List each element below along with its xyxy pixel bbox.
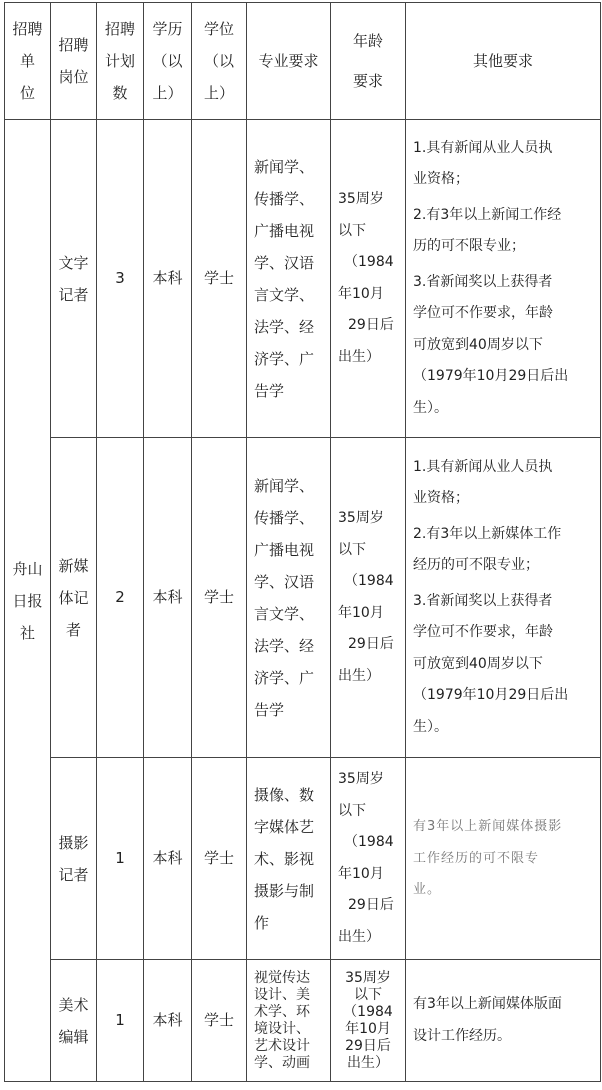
requirement-line: 工作经历的可不限专 xyxy=(413,850,540,866)
age-line: 29日后 xyxy=(348,636,394,652)
degree-cell: 学士 xyxy=(192,438,247,758)
major-cell xyxy=(247,758,331,960)
header-age xyxy=(331,3,406,120)
age-line: 年10月 xyxy=(338,604,384,621)
table-row xyxy=(5,120,601,438)
header-major-text: 专业要求 xyxy=(258,52,319,70)
requirement-line: 可放宽到40周岁以下 xyxy=(413,655,543,672)
header-age-line: 年龄 xyxy=(352,32,383,50)
major-line: 视觉传达 xyxy=(254,969,310,986)
position-line: 记者 xyxy=(58,285,89,304)
major-line: 传播学、 xyxy=(254,508,315,527)
major-line: 字媒体艺 xyxy=(254,817,315,836)
header-count-line: 数 xyxy=(112,84,128,102)
position-line: 记者 xyxy=(58,865,89,884)
header-education-line: 学历 xyxy=(152,20,183,38)
header-degree-line: 学位 xyxy=(203,20,234,38)
major-line: 广播电视 xyxy=(254,540,315,559)
major-line: 言文学、 xyxy=(254,285,315,304)
age-line: 29日后 xyxy=(348,897,394,913)
age-line: 以下 xyxy=(354,986,382,1003)
major-line: 艺术设计 xyxy=(254,1037,310,1054)
recruitment-table xyxy=(4,2,601,1082)
education-cell: 本科 xyxy=(144,960,192,1082)
age-line: 35周岁 xyxy=(345,969,391,986)
other-requirements-cell xyxy=(406,438,601,758)
requirement-line: 2.有3年以上新闻工作经 xyxy=(413,206,562,223)
degree-cell: 学士 xyxy=(192,960,247,1082)
requirement-line: 有3年以上新闻媒体版面 xyxy=(413,996,562,1012)
major-line: 术、影视 xyxy=(254,849,315,868)
header-degree xyxy=(192,3,247,120)
age-line: 年10月 xyxy=(338,285,384,302)
header-degree-line: （以 xyxy=(203,52,234,70)
major-line: 境设计、 xyxy=(254,1020,310,1037)
requirement-item xyxy=(413,452,596,515)
header-position-line: 岗位 xyxy=(58,68,89,86)
requirement-line: 学位可不作要求，年龄 xyxy=(413,305,553,322)
major-line: 术学、环 xyxy=(254,1003,310,1020)
header-count-line: 招聘 xyxy=(104,20,135,38)
header-count-line: 计划 xyxy=(104,52,135,70)
count-cell: 3 xyxy=(97,120,144,438)
age-line: 以下 xyxy=(338,222,366,239)
age-line: （1984 xyxy=(343,1003,393,1020)
header-other xyxy=(406,3,601,120)
requirement-line: 业资格； xyxy=(413,490,469,507)
age-line: 35周岁 xyxy=(338,191,384,207)
major-line: 法学、经 xyxy=(254,317,315,336)
unit-name-line: 日报 xyxy=(12,591,43,610)
age-line: 年10月 xyxy=(345,1020,391,1037)
position-line: 摄影 xyxy=(58,833,89,852)
major-line: 学、汉语 xyxy=(254,253,315,272)
requirement-line: （1979年10月29日后出 xyxy=(413,368,569,385)
header-education-line: （以 xyxy=(152,52,183,70)
header-row xyxy=(5,3,601,120)
other-requirements-cell xyxy=(406,960,601,1082)
major-line: 传播学、 xyxy=(254,189,315,208)
unit-name-line: 舟山 xyxy=(12,559,43,578)
age-line: 出生） xyxy=(338,928,380,945)
position-line: 新媒 xyxy=(58,556,89,575)
header-unit-line: 单 xyxy=(19,52,35,70)
table-row xyxy=(5,960,601,1082)
position-line: 者 xyxy=(65,620,81,639)
major-line: 学、汉语 xyxy=(254,572,315,591)
major-cell xyxy=(247,960,331,1082)
requirement-line: 设计工作经历。 xyxy=(413,1027,511,1044)
major-line: 广播电视 xyxy=(254,221,315,240)
position-cell xyxy=(51,438,97,758)
requirement-line: 1.具有新闻从业人员执 xyxy=(413,458,553,475)
major-cell xyxy=(247,438,331,758)
requirement-line: 可放宽到40周岁以下 xyxy=(413,336,543,353)
age-line: 35周岁 xyxy=(338,771,384,787)
requirement-line: 学位可不作要求，年龄 xyxy=(413,624,553,641)
age-cell xyxy=(331,120,406,438)
age-cell xyxy=(331,438,406,758)
age-line: 出生） xyxy=(338,667,380,684)
header-major xyxy=(247,3,331,120)
major-line: 告学 xyxy=(254,381,285,400)
count-cell: 2 xyxy=(97,438,144,758)
education-cell: 本科 xyxy=(144,120,192,438)
major-line: 言文学、 xyxy=(254,604,315,623)
requirement-line: 业。 xyxy=(413,882,442,898)
degree-cell: 学士 xyxy=(192,758,247,960)
requirement-line: （1979年10月29日后出 xyxy=(413,687,569,704)
education-cell: 本科 xyxy=(144,758,192,960)
position-cell xyxy=(51,758,97,960)
education-cell: 本科 xyxy=(144,438,192,758)
requirement-line: 2.有3年以上新媒体工作 xyxy=(413,525,562,542)
unit-name-cell xyxy=(5,120,51,1082)
major-line: 济学、广 xyxy=(254,349,315,368)
age-line: 35周岁 xyxy=(338,510,384,526)
count-cell: 1 xyxy=(97,758,144,960)
age-line: （1984 xyxy=(344,834,394,850)
requirement-line: 生）。 xyxy=(413,399,448,416)
requirement-line: 1.具有新闻从业人员执 xyxy=(413,139,553,156)
age-line: 以下 xyxy=(338,802,366,819)
header-unit xyxy=(5,3,51,120)
other-requirements-cell xyxy=(406,120,601,438)
position-cell xyxy=(51,960,97,1082)
age-line: 29日后 xyxy=(345,1037,391,1054)
other-requirements-cell xyxy=(406,758,601,960)
header-count xyxy=(97,3,144,120)
unit-name-line: 社 xyxy=(19,623,35,642)
age-line: （1984 xyxy=(344,573,394,589)
header-unit-line: 位 xyxy=(19,84,35,102)
age-line: 年10月 xyxy=(338,865,384,882)
major-line: 摄像、数 xyxy=(254,785,315,804)
major-line: 设计、美 xyxy=(254,986,310,1003)
header-education-line: 上） xyxy=(152,84,183,102)
position-line: 编辑 xyxy=(58,1027,89,1046)
requirement-line: 业资格； xyxy=(413,171,469,188)
age-cell xyxy=(331,758,406,960)
requirement-line: 历的可不限专业； xyxy=(413,238,525,255)
header-degree-line: 上） xyxy=(203,84,234,102)
age-line: 出生） xyxy=(347,1054,389,1071)
header-education xyxy=(144,3,192,120)
requirement-line: 经历的可不限专业； xyxy=(413,557,539,574)
requirement-item xyxy=(413,133,596,196)
major-line: 法学、经 xyxy=(254,636,315,655)
header-age-line: 要求 xyxy=(352,72,383,90)
major-line: 摄影与制 xyxy=(254,881,315,900)
age-line: （1984 xyxy=(344,254,394,270)
major-cell xyxy=(247,120,331,438)
header-position-line: 招聘 xyxy=(58,36,89,54)
position-line: 体记 xyxy=(58,588,89,607)
degree-cell: 学士 xyxy=(192,120,247,438)
table-row xyxy=(5,758,601,960)
header-unit-line: 招聘 xyxy=(12,20,43,38)
major-line: 告学 xyxy=(254,700,285,719)
requirement-item xyxy=(413,200,596,263)
major-line: 新闻学、 xyxy=(254,157,315,176)
count-cell: 1 xyxy=(97,960,144,1082)
age-line: 出生） xyxy=(338,348,380,365)
major-line: 新闻学、 xyxy=(254,476,315,495)
position-line: 文字 xyxy=(58,253,89,272)
requirement-line: 生）。 xyxy=(413,718,448,735)
requirement-line: 有3年以上新闻媒体摄影 xyxy=(413,819,563,835)
major-line: 作 xyxy=(254,913,270,932)
header-other-text: 其他要求 xyxy=(472,52,533,70)
position-line: 美术 xyxy=(58,995,89,1014)
requirement-item xyxy=(413,267,596,425)
header-position xyxy=(51,3,97,120)
major-line: 济学、广 xyxy=(254,668,315,687)
requirement-line: 3.省新闻奖以上获得者 xyxy=(413,273,553,290)
requirement-item xyxy=(413,586,596,744)
requirement-line: 3.省新闻奖以上获得者 xyxy=(413,592,553,609)
requirement-item xyxy=(413,519,596,582)
age-line: 以下 xyxy=(338,541,366,558)
requirement-item xyxy=(413,989,596,1052)
position-cell xyxy=(51,120,97,438)
age-line: 29日后 xyxy=(348,317,394,333)
age-cell xyxy=(331,960,406,1082)
table-row xyxy=(5,438,601,758)
major-line: 学、动画 xyxy=(254,1054,310,1071)
requirement-item xyxy=(413,811,596,906)
